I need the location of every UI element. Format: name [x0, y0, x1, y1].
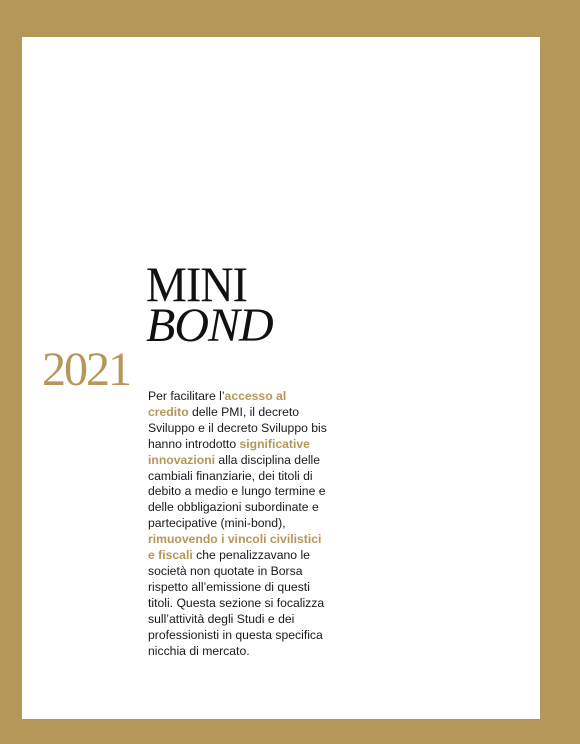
text-segment-4: che penalizzavano le società non quotate in Borsa rispetto all’emissione di questi titoli. Questa sezione si focalizza sull’attività degli Studi e dei professionisti in questa specifica nicchia di mercato. — [148, 548, 325, 658]
highlight-significative-innovazioni: significative innovazioni — [148, 436, 310, 467]
text-segment-2: delle PMI, il decreto Sviluppo e il decreto Sviluppo bis hanno introdotto — [148, 404, 327, 451]
page-sheet — [22, 37, 540, 719]
title-bond: BOND — [146, 299, 273, 352]
intro-paragraph — [148, 389, 328, 659]
text-segment-3: alla disciplina delle cambiali finanziarie, dei titoli di debito a medio e lungo termine e delle obbligazioni subordinate e partecipative (mini-bond), — [148, 452, 326, 531]
title-mini: MINI — [146, 256, 248, 312]
year-label: 2021 — [42, 343, 130, 396]
highlight-accesso-al-credito: accesso al credito — [148, 389, 287, 419]
highlight-rimuovendo-vincoli: rimuovendo i vincoli civilistici e fiscali — [148, 532, 322, 563]
text-segment-1: Per facilitare l’ — [148, 389, 225, 403]
